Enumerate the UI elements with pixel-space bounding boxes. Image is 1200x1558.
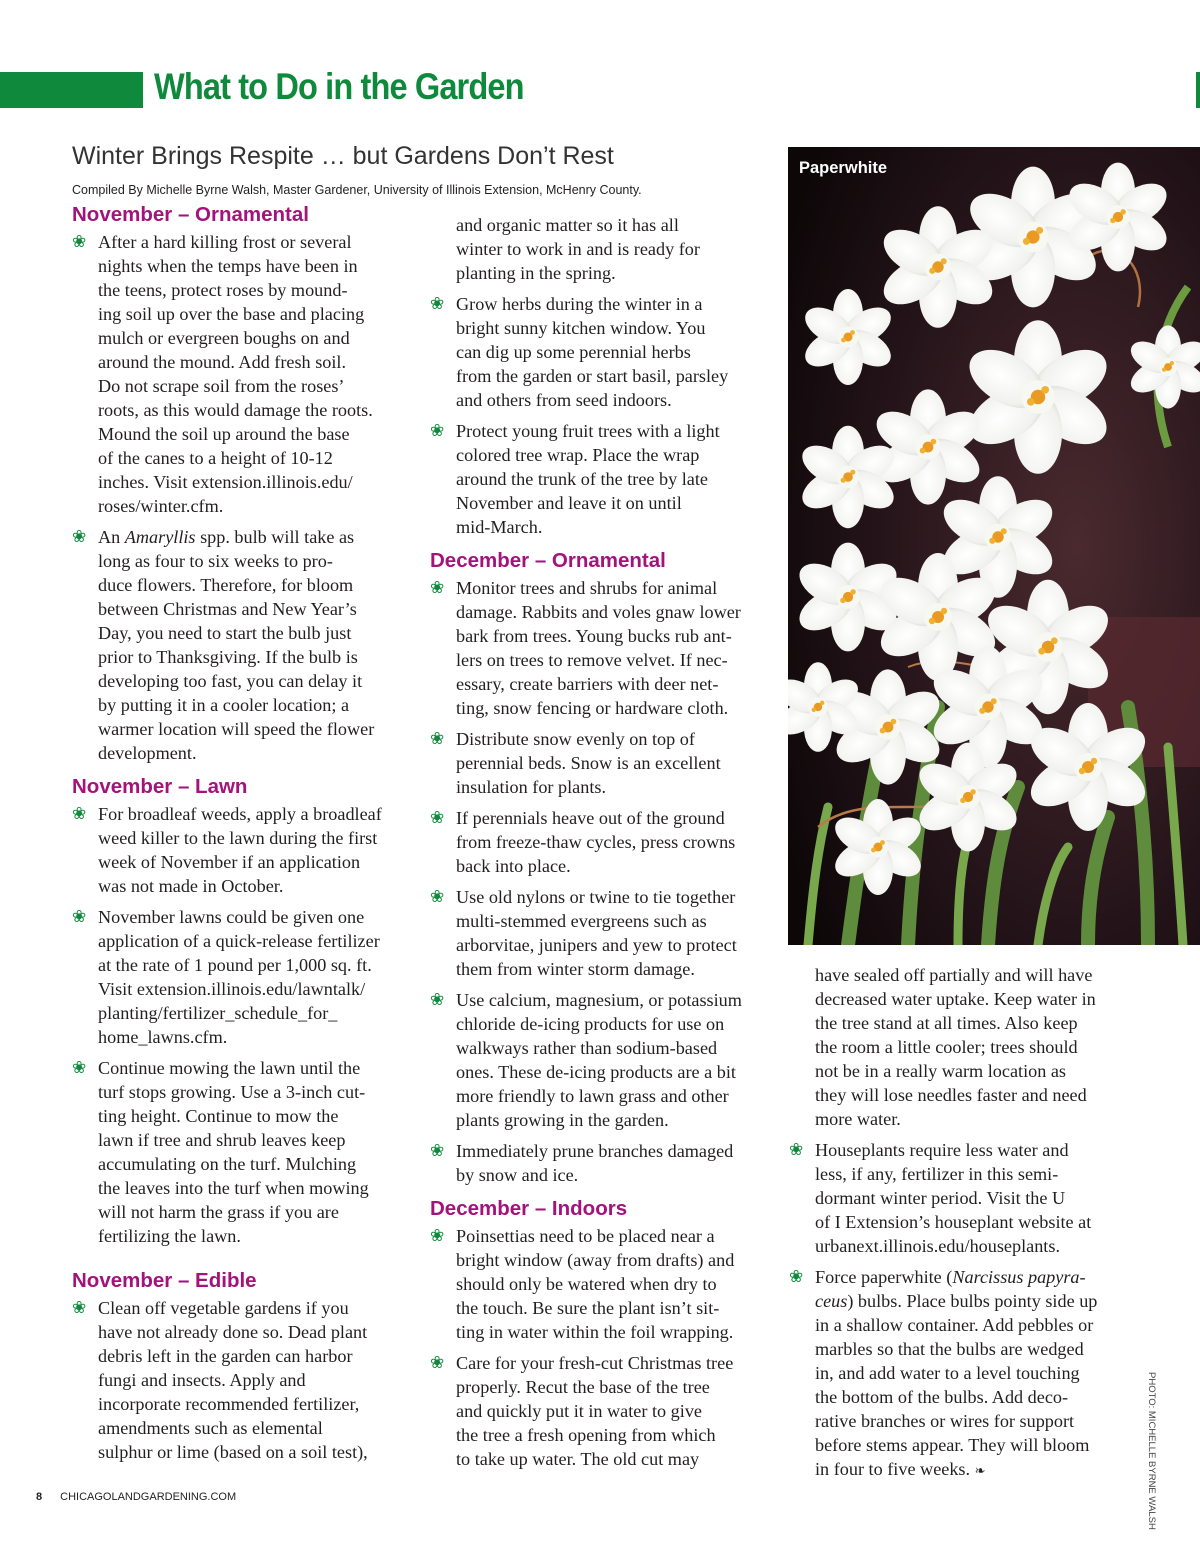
article-subtitle: Winter Brings Respite … but Gardens Don’t Rest — [72, 142, 614, 170]
list-item — [72, 802, 417, 898]
list-item — [430, 1351, 775, 1471]
list-item — [430, 727, 775, 799]
text-line: ing soil up over the base and placing — [98, 304, 365, 324]
text-line: of the canes to a height of 10-12 — [98, 448, 333, 468]
text-line: them from winter storm damage. — [456, 959, 695, 979]
text-line: have not already done so. Dead plant — [98, 1322, 368, 1342]
text-line: ones. These de-icing products are a bit — [456, 1062, 736, 1082]
text-line: Day, you need to start the bulb just — [98, 623, 352, 643]
text-line: Poinsettias need to be placed near a — [456, 1226, 715, 1246]
text-line: Use old nylons or twine to tie together — [456, 887, 736, 907]
text-line: walkways rather than sodium-based — [456, 1038, 718, 1058]
text-line: less, if any, fertilizer in this semi- — [815, 1164, 1059, 1184]
flower-bullet-icon: ❀ — [72, 232, 87, 251]
text-line: Visit extension.illinois.edu/lawntalk/ — [98, 979, 366, 999]
flower-bullet-icon: ❀ — [72, 1058, 87, 1077]
text-line: Houseplants require less water and — [815, 1140, 1069, 1160]
text-line: long as four to six weeks to pro- — [98, 551, 333, 571]
text-line: mid-March. — [456, 517, 543, 537]
text-line: properly. Recut the base of the tree — [456, 1377, 710, 1397]
flower-bullet-icon: ❀ — [430, 729, 445, 748]
text-line: bright sunny kitchen window. You — [456, 318, 706, 338]
text-line: at the rate of 1 pound per 1,000 sq. ft. — [98, 955, 372, 975]
list-item-continued — [789, 963, 1139, 1131]
flower-bullet-icon: ❀ — [72, 907, 87, 926]
text-line: by snow and ice. — [456, 1165, 579, 1185]
list-item: ❀ An Amaryllis spp. bulb will take as long as four to six weeks to pro- duce flowers. Therefore, for bloom between Christmas and New Year’s Day, you need to start the bulb just prior to Thanksgiving. If the bulb is developing too fast, you can delay it by putting it in a cooler location; a warmer location will speed the flower development. — [72, 525, 417, 765]
text-line: ting in water within the foil wrapping. — [456, 1322, 734, 1342]
list-item — [430, 576, 775, 720]
text-line: marbles so that the bulbs are wedged — [815, 1339, 1084, 1359]
text-line: ting height. Continue to mow the — [98, 1106, 339, 1126]
text-line: Monitor trees and shrubs for animal — [456, 578, 718, 598]
list-item — [72, 905, 417, 1049]
text-line: Protect young fruit trees with a light — [456, 421, 720, 441]
text-line: lers on trees to remove velvet. If nec- — [456, 650, 728, 670]
text-line: home_lawns.cfm. — [98, 1027, 228, 1047]
text-line: urbanext.illinois.edu/houseplants. — [815, 1236, 1060, 1256]
text-line: rative branches or wires for support — [815, 1411, 1075, 1431]
flower-bullet-icon: ❀ — [789, 1140, 804, 1159]
text-line: developing too fast, you can delay it — [98, 671, 363, 691]
text-line: Grow herbs during the winter in a — [456, 294, 703, 314]
text-line: planting in the spring. — [456, 263, 616, 283]
byline: Compiled By Michelle Byrne Walsh, Master Gardener, University of Illinois Extension, McHenry County. — [72, 183, 642, 197]
flower-bullet-icon: ❀ — [72, 527, 87, 546]
text-line: around the trunk of the tree by late — [456, 469, 709, 489]
text-line: nights when the temps have been in — [98, 256, 358, 276]
text-line: to take up water. The old cut may — [456, 1449, 700, 1469]
text-line: application of a quick-release fertilizer — [98, 931, 380, 951]
list-item — [430, 806, 775, 878]
list-item — [430, 1139, 775, 1187]
text-line: Mound the soil up around the base — [98, 424, 350, 444]
flower-bullet-icon: ❀ — [789, 1267, 804, 1286]
text-line: they will lose needles faster and need — [815, 1085, 1087, 1105]
text-line: November and leave it on until — [456, 493, 682, 513]
text-line: prior to Thanksgiving. If the bulb is — [98, 647, 358, 667]
text-line: can dig up some perennial herbs — [456, 342, 691, 362]
page-edge-tab — [1196, 72, 1200, 108]
column-3 — [789, 963, 1139, 1490]
text-line: If perennials heave out of the ground — [456, 808, 725, 828]
text-line: Care for your fresh-cut Christmas tree — [456, 1353, 734, 1373]
text-line: bright window (away from drafts) and — [456, 1250, 735, 1270]
text-line: Immediately prune branches damaged — [456, 1141, 734, 1161]
text-line: have sealed off partially and will have — [815, 965, 1093, 985]
text-line: will not harm the grass if you are — [98, 1202, 339, 1222]
text-line: bark from trees. Young bucks rub ant- — [456, 626, 732, 646]
text-line: roses/winter.cfm. — [98, 496, 224, 516]
text-line: November lawns could be given one — [98, 907, 365, 927]
text-line: the tree stand at all times. Also keep — [815, 1013, 1078, 1033]
text-line: was not made in October. — [98, 876, 284, 896]
text-line: between Christmas and New Year’s — [98, 599, 357, 619]
text-line: fertilizing the lawn. — [98, 1226, 241, 1246]
flower-bullet-icon: ❀ — [430, 421, 445, 440]
text-line: essary, create barriers with deer net- — [456, 674, 719, 694]
text-line: perennial beds. Snow is an excellent — [456, 753, 721, 773]
photo-caption: Paperwhite — [799, 159, 888, 177]
text-line: from freeze-thaw cycles, press crowns — [456, 832, 736, 852]
text-line: incorporate recommended fertilizer, — [98, 1394, 360, 1414]
heading-november-lawn: November – Lawn — [72, 775, 248, 798]
heading-november-edible: November – Edible — [72, 1269, 257, 1292]
text-line: Do not scrape soil from the roses’ — [98, 376, 345, 396]
heading-december-indoors: December – Indoors — [430, 1197, 628, 1220]
flower-bullet-icon: ❀ — [72, 804, 87, 823]
list-item — [430, 419, 775, 539]
flower-bullet-icon: ❀ — [430, 294, 445, 313]
text-line: amendments such as elemental — [98, 1418, 323, 1438]
text-line: dormant winter period. Visit the U — [815, 1188, 1066, 1208]
text-line: the teens, protect roses by mound- — [98, 280, 348, 300]
text-line: decreased water uptake. Keep water in — [815, 989, 1096, 1009]
text-line: the room a little cooler; trees should — [815, 1037, 1078, 1057]
flower-bullet-icon: ❀ — [430, 1226, 445, 1245]
flower-bullet-icon: ❀ — [430, 990, 445, 1009]
text-line: should only be watered when dry to — [456, 1274, 717, 1294]
text-line: weed killer to the lawn during the first — [98, 828, 378, 848]
flower-bullet-icon: ❀ — [430, 1141, 445, 1160]
text-line: week of November if an application — [98, 852, 361, 872]
page-number: 8 — [36, 1491, 43, 1503]
text-line: warmer location will speed the flower — [98, 719, 375, 739]
photo-credit: PHOTO: MICHELLE BYRNE WALSH — [1146, 1372, 1157, 1530]
list-item — [72, 230, 417, 518]
text-line: in, and add water to a level touching — [815, 1363, 1080, 1383]
text-line: sulphur or lime (based on a soil test), — [98, 1442, 368, 1462]
text-line: more friendly to lawn grass and other — [456, 1086, 729, 1106]
text-line: from the garden or start basil, parsley — [456, 366, 729, 386]
text-line: and others from seed indoors. — [456, 390, 672, 410]
text-line: Distribute snow evenly on top of — [456, 729, 695, 749]
heading-december-ornamental: December – Ornamental — [430, 549, 666, 572]
text-line: before stems appear. They will bloom — [815, 1435, 1090, 1455]
list-item — [72, 1296, 417, 1464]
text-line: development. — [98, 743, 197, 763]
text-line: planting/fertilizer_schedule_for_ — [98, 1003, 338, 1023]
column-1 — [72, 203, 417, 1471]
flower-bullet-icon: ❀ — [430, 887, 445, 906]
text-line: colored tree wrap. Place the wrap — [456, 445, 700, 465]
text-line: the tree a fresh opening from which — [456, 1425, 716, 1445]
text-line: duce flowers. Therefore, for bloom — [98, 575, 354, 595]
list-item — [430, 885, 775, 981]
flower-bullet-icon: ❀ — [430, 1353, 445, 1372]
text-line: back into place. — [456, 856, 571, 876]
list-item — [430, 988, 775, 1132]
list-item — [430, 1224, 775, 1344]
page-footer — [36, 1491, 236, 1503]
text-line: ting, snow fencing or hardware cloth. — [456, 698, 729, 718]
text-line: lawn if tree and shrub leaves keep — [98, 1130, 346, 1150]
heading-november-ornamental: November – Ornamental — [72, 203, 309, 226]
text-line: the bottom of the bulbs. Add deco- — [815, 1387, 1069, 1407]
list-item — [789, 1138, 1139, 1258]
text-line: the leaves into the turf when mowing — [98, 1178, 369, 1198]
text-line: damage. Rabbits and voles gnaw lower — [456, 602, 741, 622]
text-line: Clean off vegetable gardens if you — [98, 1298, 349, 1318]
end-leaf-icon: ❧ — [974, 1463, 986, 1478]
text-line: and organic matter so it has all — [456, 215, 679, 235]
text-line: turf stops growing. Use a 3-inch cut- — [98, 1082, 366, 1102]
flower-bullet-icon: ❀ — [72, 1298, 87, 1317]
flower-bullet-icon: ❀ — [430, 808, 445, 827]
text-line: winter to work in and is ready for — [456, 239, 700, 259]
text-line: and quickly put it in water to give — [456, 1401, 702, 1421]
text-line: the touch. Be sure the plant isn’t sit- — [456, 1298, 720, 1318]
text-line: plants growing in the garden. — [456, 1110, 669, 1130]
text-line: mulch or evergreen boughs on and — [98, 328, 350, 348]
text-line: roots, as this would damage the roots. — [98, 400, 373, 420]
text-line: Use calcium, magnesium, or potassium — [456, 990, 742, 1010]
text-line: inches. Visit extension.illinois.edu/ — [98, 472, 353, 492]
page-title: What to Do in the Garden — [154, 66, 524, 107]
list-item: ❀ Force paperwhite (Narcissus papyra- ceus) bulbs. Place bulbs pointy side up in a shallow container. Add pebbles or marbles so that the bulbs are wedged in, and add water to a level touching the bottom of the bulbs. Add deco- rative branches or wires for support before stems appear. They will bloom in four to five weeks. ❧ — [789, 1265, 1139, 1483]
text-line: not be in a really warm location as — [815, 1061, 1067, 1081]
text-line: of I Extension’s houseplant website at — [815, 1212, 1092, 1232]
footer-site: CHICAGOLANDGARDENING.COM — [60, 1491, 237, 1503]
text-line: by putting it in a cooler location; a — [98, 695, 350, 715]
text-line: After a hard killing frost or several — [98, 232, 352, 252]
text-line: in a shallow container. Add pebbles or — [815, 1315, 1094, 1335]
column-2 — [430, 213, 775, 1478]
list-item-continued — [430, 213, 775, 285]
list-item — [430, 292, 775, 412]
text-line: multi-stemmed evergreens such as — [456, 911, 707, 931]
text-line: Continue mowing the lawn until the — [98, 1058, 361, 1078]
text-line: For broadleaf weeds, apply a broadleaf — [98, 804, 382, 824]
paperwhite-photo — [788, 147, 1200, 945]
text-line: arborvitae, junipers and yew to protect — [456, 935, 737, 955]
text-line: more water. — [815, 1109, 901, 1129]
title-accent-bar — [0, 72, 143, 108]
text-line: around the mound. Add fresh soil. — [98, 352, 347, 372]
text-line: insulation for plants. — [456, 777, 607, 797]
text-line: debris left in the garden can harbor — [98, 1346, 353, 1366]
flower-bullet-icon: ❀ — [430, 578, 445, 597]
text-line: accumulating on the turf. Mulching — [98, 1154, 357, 1174]
text-line: fungi and insects. Apply and — [98, 1370, 306, 1390]
text-line: chloride de-icing products for use on — [456, 1014, 725, 1034]
list-item — [72, 1056, 417, 1248]
